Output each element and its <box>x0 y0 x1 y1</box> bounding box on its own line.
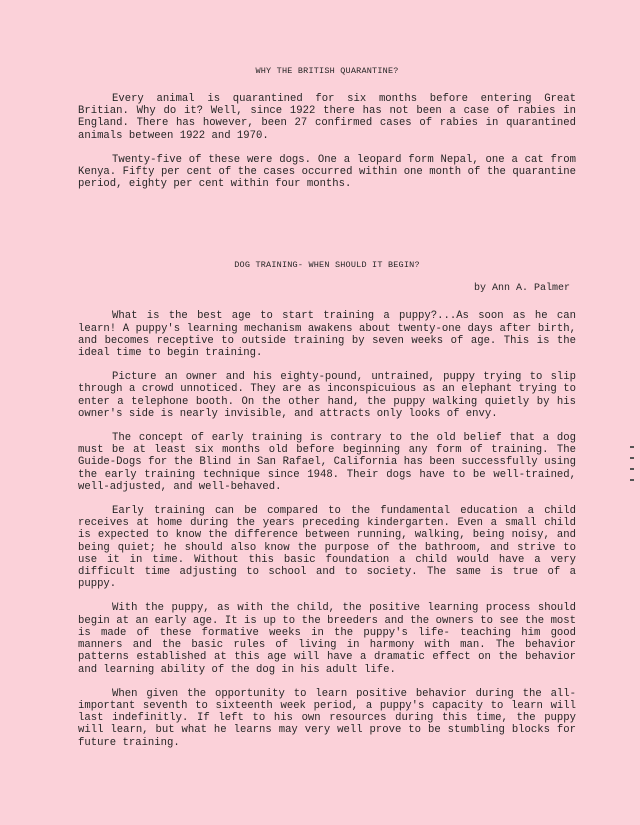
paragraph: What is the best age to start training a puppy?...As soon as he can learn! A puppy's learning mechanism awakens about twenty-one days after birth, and becomes receptive to outside training by seven weeks of age. This is the ideal time to begin training. <box>78 310 576 360</box>
article-dog-training <box>78 260 576 748</box>
edge-mark <box>630 457 634 459</box>
paragraph: The concept of early training is contrary to the old belief that a dog must be at least six months old before beginning any form of training. The Guide-Dogs for the Blind in San Rafael, California has been successfully using the early training technique since 1948. Their dogs have to be well-trained, well-adjusted, and well-behaved. <box>78 432 576 493</box>
article-british-quarantine <box>78 66 576 190</box>
scan-edge-marks <box>630 446 636 496</box>
edge-mark <box>630 446 634 448</box>
paragraph: Twenty-five of these were dogs. One a leopard form Nepal, one a cat from Kenya. Fifty per cent of the cases occurred within one month of the quarantine period, eighty per cent within four months. <box>78 153 576 191</box>
paragraph: Picture an owner and his eighty-pound, untrained, puppy trying to slip through a crowd unnoticed. They are as inconspicuious as an elephant trying to enter a telephone booth. On the other hand, the puppy walking quietly by his owner's side is nearly invisible, and attracts only looks of envy. <box>78 371 576 420</box>
article-title: DOG TRAINING- WHEN SHOULD IT BEGIN? <box>234 260 420 271</box>
article-title: WHY THE BRITISH QUARANTINE? <box>255 66 399 76</box>
edge-mark <box>630 468 634 470</box>
edge-mark <box>630 479 634 481</box>
paragraph: With the puppy, as with the child, the positive learning process should begin at an early age. It is up to the breeders and the owners to see the most is made of these formative weeks in the puppy's life- teaching him good manners and the basic rules of living in harmony with man. The behavior patterns established at this age will have a dramatic effect on the behavior and learning ability of the dog in his adult life. <box>78 602 576 676</box>
paragraph: Early training can be compared to the fundamental education a child receives at home during the years preceding kindergarten. Even a small child is expected to know the difference between running, walking, being noisy, and being quiet; he should also know the purpose of the bathroom, and strive to use it in time. Without this basic foundation a child would have a very difficult time adjusting to school and to society. The same is true of a puppy. <box>78 505 576 591</box>
paragraph: When given the opportunity to learn positive behavior during the all-important seventh to sixteenth week period, a puppy's capacity to learn will last indefinitly. If left to his own resources during this time, the puppy will learn, but what he learns may very well prove to be stumbling blocks for future training. <box>78 687 576 749</box>
author-byline: by Ann A. Palmer <box>473 283 570 295</box>
section-spacer <box>78 202 576 260</box>
paragraph: Every animal is quarantined for six months before entering Great Britian. Why do it? Well, since 1922 there has not been a case of rabies in England. There has however, been 27 confirmed cases of rabies in quarantined animals between 1922 and 1970. <box>78 93 576 142</box>
